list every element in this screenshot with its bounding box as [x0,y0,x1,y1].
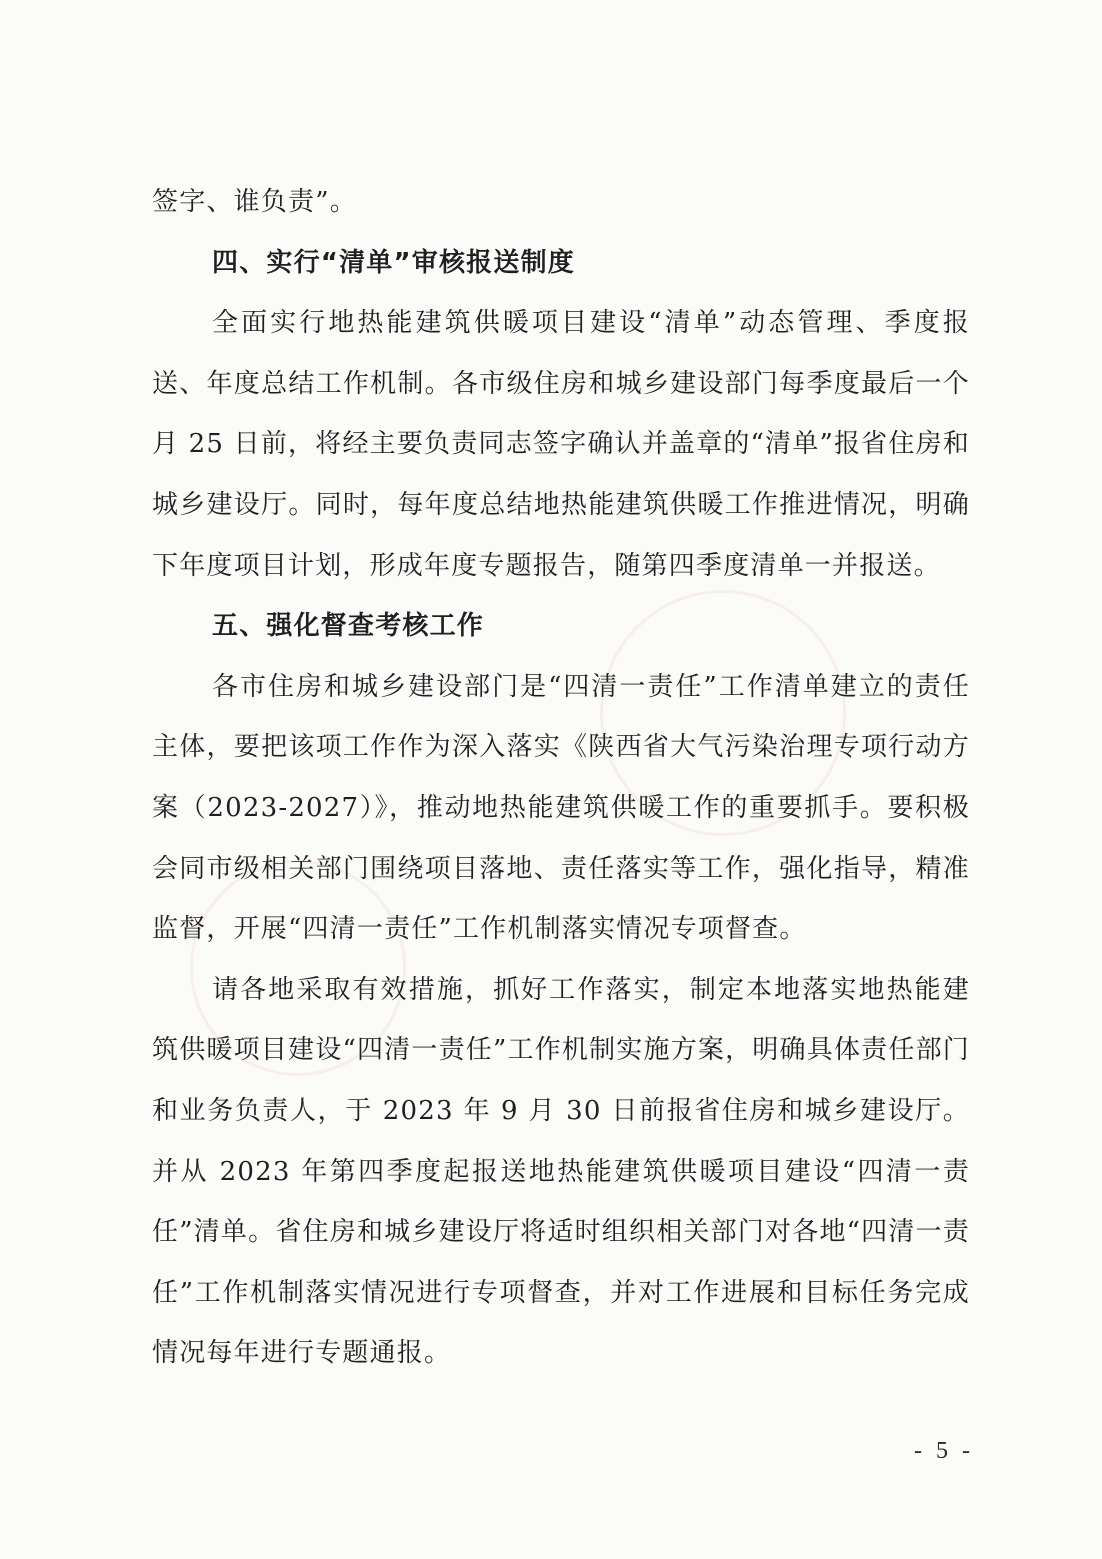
paragraph-implementation-request: 请各地采取有效措施，抓好工作落实，制定本地落实地热能建筑供暖项目建设“四清一责任”工作机制实施方案，明确具体责任部门和业务负责人，于 2023 年 9 月 30 日前报省住房和城乡建设厅。并从 2023 年第四季度起报送地热能建筑供暖项目建设“四清一责任”清单。省住房和城乡建设厅将适时组织相关部门对各地“四清一责任”工作机制落实情况进行专项督查，并对工作进展和目标任务完成情况每年进行专题通报。 [152,974,970,1369]
paragraph-supervision: 各市住房和城乡建设部门是“四清一责任”工作清单建立的责任主体，要把该项工作作为深入落实《陕西省大气污染治理专项行动方案（2023-2027）》，推动地热能建筑供暖工作的重要抓手。要积极会同市级相关部门围绕项目落地、责任落实等工作，强化指导，精准监督，开展“四清一责任”工作机制落实情况专项督查。 [152,671,970,945]
section-heading-4: 四、实行“清单”审核报送制度 [212,247,575,278]
document-body [152,172,970,1384]
paragraph-continuation: 签字、谁负责”。 [152,187,357,217]
page-number: - 5 - [914,1438,974,1464]
paragraph-checklist-reporting: 全面实行地热能建筑供暖项目建设“清单”动态管理、季度报送、年度总结工作机制。各市级住房和城乡建设部门每季度最后一个月 25 日前，将经主要负责同志签字确认并盖章的“清单”报省住房和城乡建设厅。同时，每年度总结地热能建筑供暖工作推进情况，明确下年度项目计划，形成年度专题报告，随第四季度清单一并报送。 [152,308,970,581]
section-heading-5: 五、强化督查考核工作 [212,611,485,642]
